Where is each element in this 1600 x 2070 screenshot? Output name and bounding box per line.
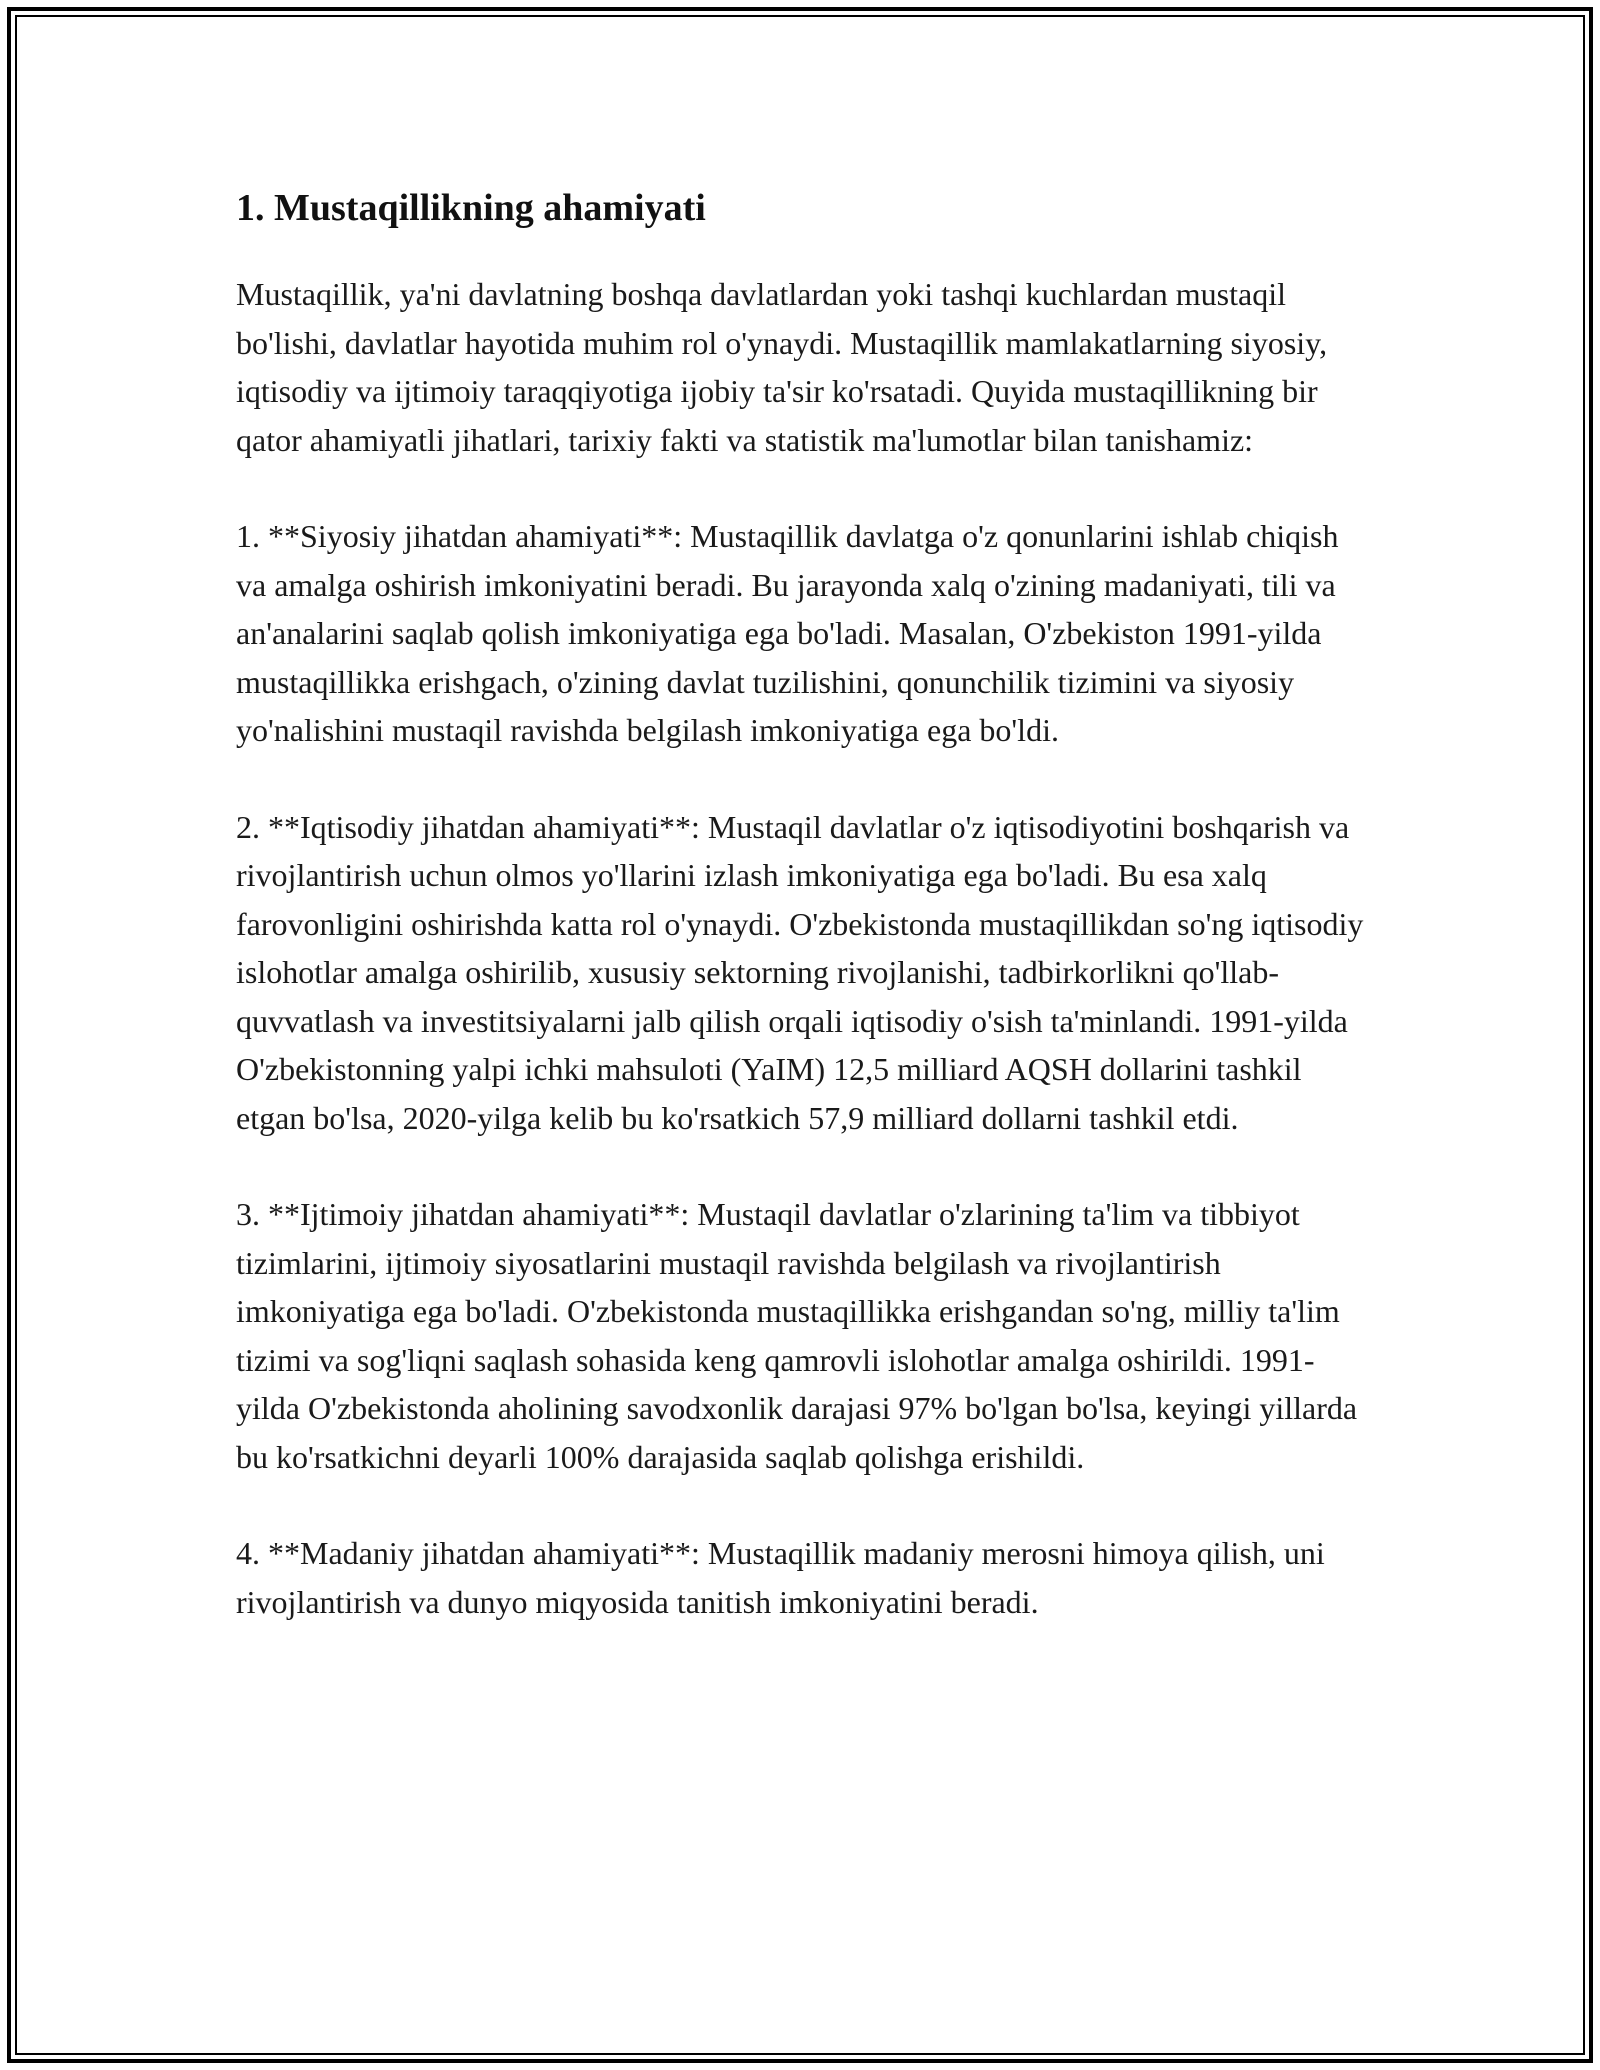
section-heading: 1. Mustaqillikning ahamiyati [236, 187, 706, 229]
document-body [236, 182, 1366, 1674]
intro-paragraph: Mustaqillik, ya'ni davlatning boshqa davlatlardan yoki tashqi kuchlardan mustaqil bo'lishi, davlatlar hayotida muhim rol o'ynaydi. Mustaqillik mamlakatlarning siyosiy, iqtisodiy va ijtimoiy taraqqiyotiga ijobiy ta'sir ko'rsatadi. Quyida mustaqillikning bir qator ahamiyatli jihatlari, tarixiy fakti va statistik ma'lumotlar bilan tanishamiz: [236, 276, 1328, 458]
cultural-significance-paragraph: 4. **Madaniy jihatdan ahamiyati**: Mustaqillik madaniy merosni himoya qilish, uni rivojlantirish va dunyo miqyosida tanitish imkoniyatini beradi. [236, 1535, 1325, 1620]
political-significance-paragraph: 1. **Siyosiy jihatdan ahamiyati**: Mustaqillik davlatga o'z qonunlarini ishlab chiqish va amalga oshirish imkoniyatini beradi. Bu jarayonda xalq o'zining madaniyati, tili va an'analarini saqlab qolish imkoniyatiga ega bo'ladi. Masalan, O'zbekiston 1991-yilda mustaqillikka erishgach, o'zining davlat tuzilishini, qonunchilik tizimini va siyosiy yo'nalishini mustaqil ravishda belgilash imkoniyatiga ega bo'ldi. [236, 518, 1339, 748]
economic-significance-paragraph: 2. **Iqtisodiy jihatdan ahamiyati**: Mustaqil davlatlar o'z iqtisodiyotini boshqarish va rivojlantirish uchun olmos yo'llarini izlash imkoniyatiga ega bo'ladi. Bu esa xalq farovonligini oshirishda katta rol o'ynaydi. O'zbekistonda mustaqillikdan so'ng iqtisodiy islohotlar amalga oshirilib, xususiy sektorning rivojlanishi, tadbirkorlikni qo'llab-quvvatlash va investitsiyalarni jalb qilish orqali iqtisodiy o'sish ta'minlandi. 1991-yilda O'zbekistonning yalpi ichki mahsuloti (YaIM) 12,5 milliard AQSH dollarini tashkil etgan bo'lsa, 2020-yilga kelib bu ko'rsatkich 57,9 milliard dollarni tashkil etdi. [236, 808, 1364, 1136]
social-significance-paragraph: 3. **Ijtimoiy jihatdan ahamiyati**: Mustaqil davlatlar o'zlarining ta'lim va tibbiyot tizimlarini, ijtimoiy siyosatlarini mustaqil ravishda belgilash va rivojlantirish imkoniyatiga ega bo'ladi. O'zbekistonda mustaqillikka erishgandan so'ng, milliy ta'lim tizimi va sog'liqni saqlash sohasida keng qamrovli islohotlar amalga oshirildi. 1991-yilda O'zbekistonda aholining savodxonlik darajasi 97% bo'lgan bo'lsa, keyingi yillarda bu ko'rsatkichni deyarli 100% darajasida saqlab qolishga erishildi. [236, 1196, 1358, 1475]
